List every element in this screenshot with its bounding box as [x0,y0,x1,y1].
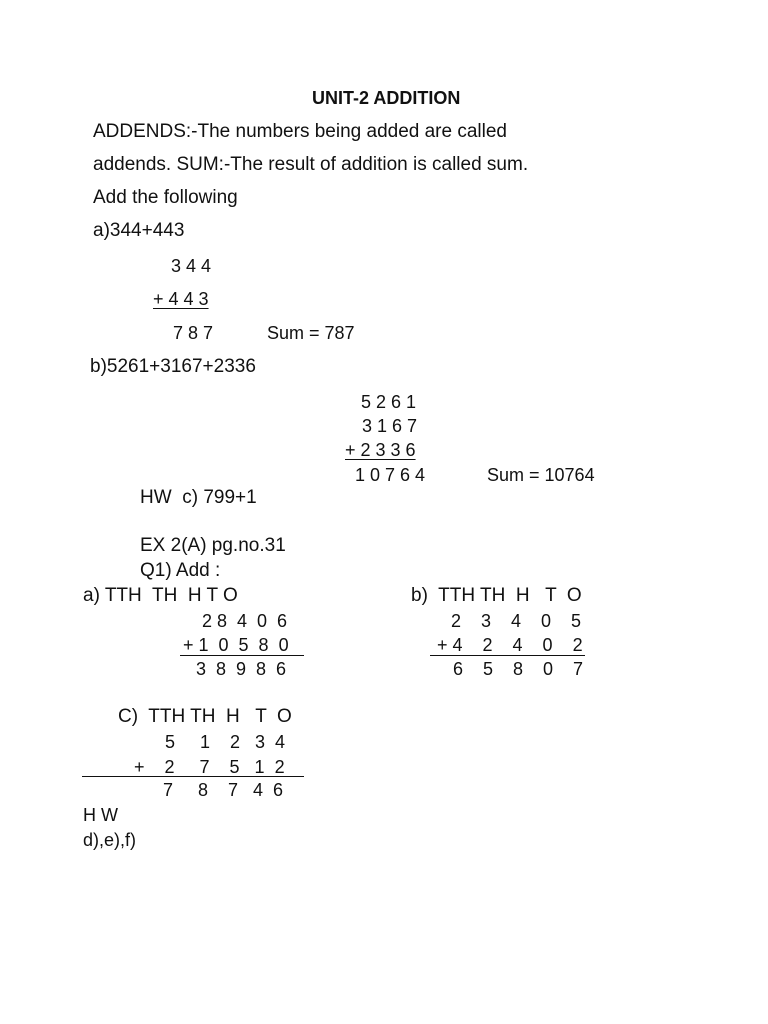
problem-b-addend-3: + 2 3 3 6 [345,440,416,460]
problem-b-result: 1 0 7 6 4 [355,465,426,485]
exercise-c-addend-2: + 2 7 5 1 2 [134,757,285,777]
exercise-b-addend-2: + 4 2 4 0 2 [437,635,583,655]
problem-b-addend-2: 3 1 6 7 [362,416,418,436]
exercise-a-addend-2: + 1 0 5 8 0 [183,635,289,655]
exercise-b-rule [430,655,585,656]
problem-a-result: 7 8 7 [173,323,214,343]
exercise-a-result: 3 8 9 8 6 [196,659,287,679]
problem-a-label: a)344+443 [93,220,185,241]
instruction-text: Add the following [93,187,238,208]
exercise-b-result: 6 5 8 0 7 [453,659,584,679]
problem-a-addend-1: 3 4 4 [171,256,212,276]
page-title: UNIT-2 ADDITION [312,88,461,108]
problem-a-addend-2: + 4 4 3 [153,289,209,309]
exercise-b-header: b) TTH TH H T O [411,585,582,606]
exercise-c-addend-1: 5 1 2 3 4 [165,732,286,752]
exercise-b-addend-1: 2 3 4 0 5 [451,611,582,631]
exercise-a-rule [180,655,304,656]
exercise-c-rule [82,776,304,777]
problem-b-sum: Sum = 10764 [487,465,595,485]
exercise-reference: EX 2(A) pg.no.31 [140,535,286,556]
definition-sum: addends. SUM:-The result of addition is called sum. [93,154,529,175]
problem-b-label: b)5261+3167+2336 [90,356,256,377]
exercise-a-addend-1: 2 8 4 0 6 [202,611,288,631]
homework-items: d),e),f) [83,830,137,850]
exercise-c-result: 7 8 7 4 6 [163,780,284,800]
homework-label: H W [83,805,118,825]
homework-c: HW c) 799+1 [140,487,257,508]
definition-addends: ADDENDS:-The numbers being added are called [93,121,507,142]
exercise-a-header: a) TTH TH H T O [83,585,238,606]
exercise-c-header: C) TTH TH H T O [118,706,292,727]
problem-b-addend-1: 5 2 6 1 [361,392,417,412]
problem-a-sum: Sum = 787 [267,323,355,343]
exercise-question: Q1) Add : [140,560,221,581]
